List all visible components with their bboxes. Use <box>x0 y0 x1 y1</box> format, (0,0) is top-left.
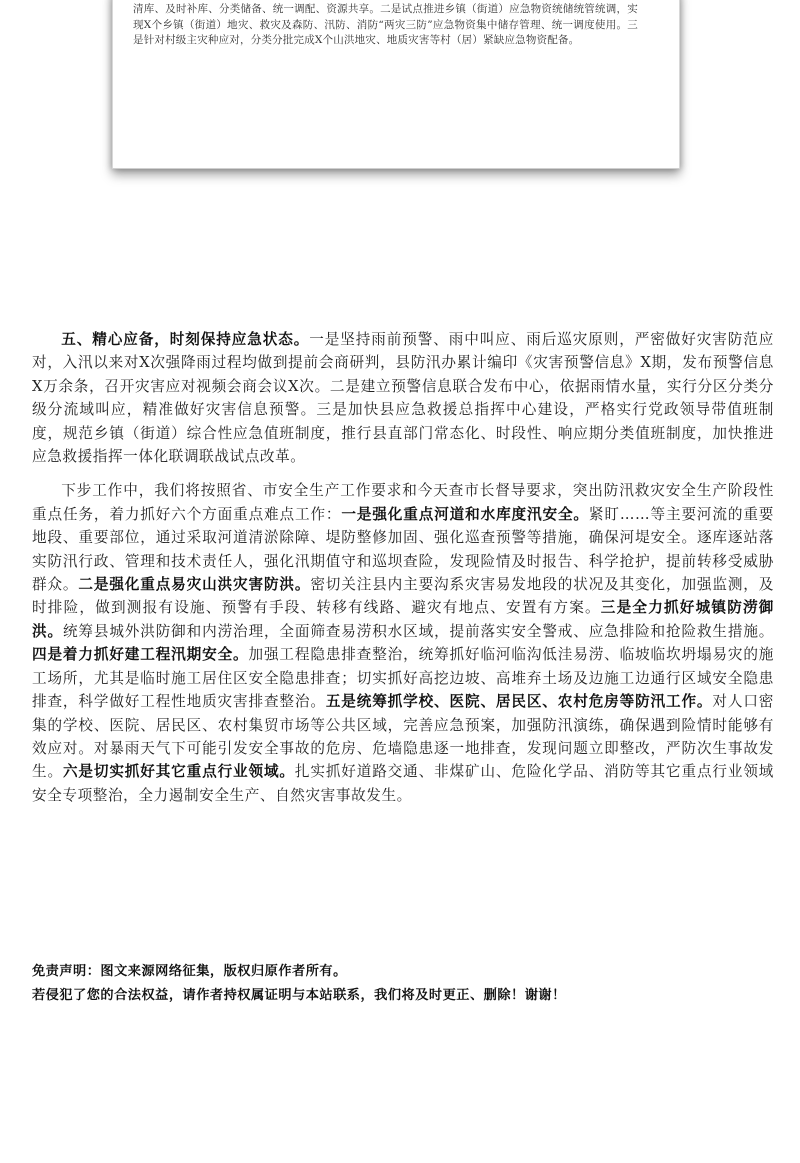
document-preview-card <box>112 0 680 169</box>
item-two-body: 密切关注县内主要沟系灾害易发地段的状况及其变化，加强监测，及时排险，做到测报有设施、预警有手段、转移有线路、避灾有地点、安置有方案。 <box>32 576 774 617</box>
item-five-title: 五是统筹抓学校、医院、居民区、农村危房等防汛工作。 <box>325 693 713 711</box>
item-six-title: 六是切实抓好其它重点行业领域。 <box>62 763 295 781</box>
item-one-body: 紧盯……等主要河流的重要地段、重要部位，通过采取河道清淤除障、堤防整修加固、强化巡查预警等措施，确保河堤安全。逐库逐站落实防汛行政、管理和技术责任人，强化汛期值守和巡坝查险，发现险情及时报告、科学抢护，提前转移受威胁群众。 <box>32 505 774 594</box>
item-one-title: 一是强化重点河道和水库度汛安全。 <box>341 505 589 523</box>
preview-card-text: 清库、及时补库、分类储备、统一调配、资源共享。二是试点推进乡镇（街道）应急物资统储统管统调，实现X个乡镇（街道）地灾、救灾及森防、汛防、消防“两灾三防”应急物资集中储存管理、统一调度使用。三是针对村级主灾种应对，分类分批完成X个山洪地灾、地质灾害等村（居）紧缺应急物资配备。 <box>133 3 638 46</box>
item-four-body: 加强工程隐患排查整治，统筹抓好临河临沟低洼易涝、临坡临坎坍塌易灾的施工场所，尤其是临时施工居住区安全隐患排查；切实抓好高挖边坡、高堆弃土场及边施工边通行区域安全隐患排查，科学做好工程性地质灾害排查整治。 <box>32 646 774 711</box>
next-steps-intro: 下步工作中，我们将按照省、市安全生产工作要求和今天查市长督导要求，突出防汛救灾安全生产阶段性重点任务，着力抓好六个方面重点难点工作： <box>32 482 774 523</box>
section-five-body: 一是坚持雨前预警、雨中叫应、雨后巡灾原则，严密做好灾害防范应对，入汛以来对X次强降雨过程均做到提前会商研判，县防汛办累计编印《灾害预警信息》X期，发布预警信息X万余条，召开灾害应对视频会商会议X次。二是建立预警信息联合发布中心，依据雨情水量，实行分区分类分级分流域叫应，精准做好灾害信息预警。三是加快县应急救援总指挥中心建设，严格实行党政领导带值班制度，规范乡镇（街道）综合性应急值班制度，推行县直部门常态化、时段性、响应期分类值班制度，加快推进应急救援指挥一体化联调联战试点改革。 <box>32 331 774 466</box>
disclaimer-line-2: 若侵犯了您的合法权益，请作者持权属证明与本站联系，我们将及时更正、删除！谢谢！ <box>32 988 566 1003</box>
section-five-heading: 五、精心应备，时刻保持应急状态。 <box>61 331 310 348</box>
section-five-paragraph <box>32 328 774 468</box>
article-body <box>32 328 774 818</box>
item-three-title: 三是全力抓好城镇防涝御洪。 <box>32 599 774 640</box>
item-two-title: 二是强化重点易灾山洪灾害防洪。 <box>78 576 311 594</box>
next-steps-paragraph <box>32 479 774 807</box>
disclaimer <box>32 960 774 1008</box>
item-six-body: 扎实抓好道路交通、非煤矿山、危险化学品、消防等其它重点行业领域安全专项整治，全力遏制安全生产、自然灾害事故发生。 <box>32 763 774 804</box>
item-five-body: 对人口密集的学校、医院、居民区、农村集贸市场等公共区域，完善应急预案，加强防汛演练，确保遇到险情时能够有效应对。对暴雨天气下可能引发安全事故的危房、危墙隐患逐一地排查，发现问题立即整改，严防次生事故发生。 <box>32 693 774 781</box>
item-four-title: 四是着力抓好建工程汛期安全。 <box>32 646 249 664</box>
item-three-body: 统筹县城外洪防御和内涝治理，全面筛查易涝积水区域，提前落实安全警戒、应急排险和抢险救生措施。 <box>62 622 775 640</box>
disclaimer-line-1: 免责声明：图文来源网络征集，版权归原作者所有。 <box>32 964 347 979</box>
